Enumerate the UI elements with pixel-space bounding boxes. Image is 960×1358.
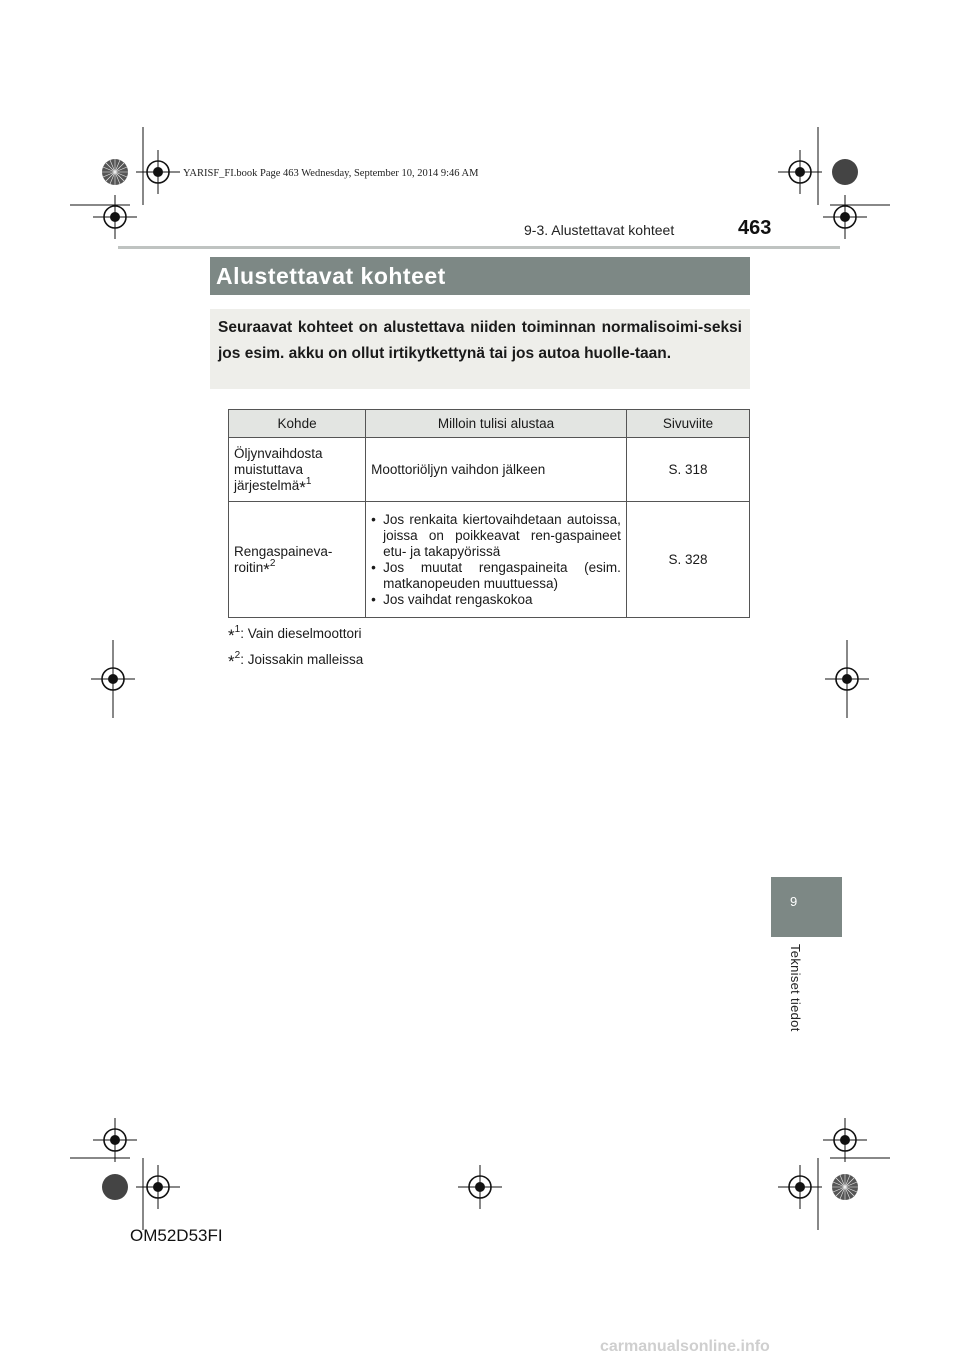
cell-item xyxy=(229,502,366,618)
intro-text: Seuraavat kohteet on alustettava niiden toiminnan normalisoimi-seksi jos esim. akku on ollut irtikytkettynä tai jos autoa huolle-taan. xyxy=(218,319,742,362)
table-header-row xyxy=(229,410,750,438)
footnote-mark: 1 xyxy=(305,475,312,487)
reset-items-table xyxy=(228,409,750,618)
item-name: Rengaspaineva-roitin xyxy=(234,543,333,575)
watermark: carmanualsonline.info xyxy=(600,1338,770,1355)
page-title: Alustettavat kohteet xyxy=(210,257,750,295)
footnote-text: : Joissakin malleissa xyxy=(240,652,364,667)
footnote-1 xyxy=(228,624,362,645)
cell-page: S. 328 xyxy=(626,502,749,618)
document-code: OM52D53FI xyxy=(130,1226,223,1245)
footnote-mark: 1 xyxy=(234,624,241,635)
footnote-star: * xyxy=(228,652,235,671)
list-item: • Jos muutat rengaspaineita (esim. matkanopeuden muuttuessa) xyxy=(371,560,621,592)
file-stamp: YARISF_FI.book Page 463 Wednesday, September 10, 2014 9:46 AM xyxy=(183,168,479,179)
footnote-mark: 2 xyxy=(234,650,241,661)
item-name: Öljynvaihdosta muistuttava järjestelmä xyxy=(234,445,323,493)
cell-page: S. 318 xyxy=(626,438,749,502)
list-item: • Jos renkaita kiertovaihdetaan autoissa, joissa on poikkeavat ren-gaspaineet etu- ja takapyörissä xyxy=(371,512,621,560)
footnote-star: * xyxy=(228,626,235,645)
footnote-star: * xyxy=(299,477,306,497)
footnote-star: * xyxy=(263,559,270,579)
chapter-label: Tekniset tiedot xyxy=(788,944,803,1032)
page-number: 463 xyxy=(738,217,772,239)
footnote-mark: 2 xyxy=(269,557,276,569)
chapter-number: 9 xyxy=(790,894,798,909)
cell-when xyxy=(366,502,627,618)
table-row xyxy=(229,438,750,502)
bullet-list xyxy=(371,512,621,608)
cell-item xyxy=(229,438,366,502)
column-header-when: Milloin tulisi alustaa xyxy=(366,410,627,438)
header-rule xyxy=(118,246,840,249)
list-item: • Jos vaihdat rengaskokoa xyxy=(371,592,621,608)
intro-box xyxy=(210,309,750,389)
section-header: 9-3. Alustettavat kohteet xyxy=(524,222,675,238)
column-header-item: Kohde xyxy=(229,410,366,438)
cell-when: Moottoriöljyn vaihdon jälkeen xyxy=(366,438,627,502)
chapter-tab xyxy=(771,877,842,937)
column-header-page: Sivuviite xyxy=(626,410,749,438)
footnote-2 xyxy=(228,650,364,671)
footnote-text: : Vain dieselmoottori xyxy=(240,626,362,641)
table-row xyxy=(229,502,750,618)
